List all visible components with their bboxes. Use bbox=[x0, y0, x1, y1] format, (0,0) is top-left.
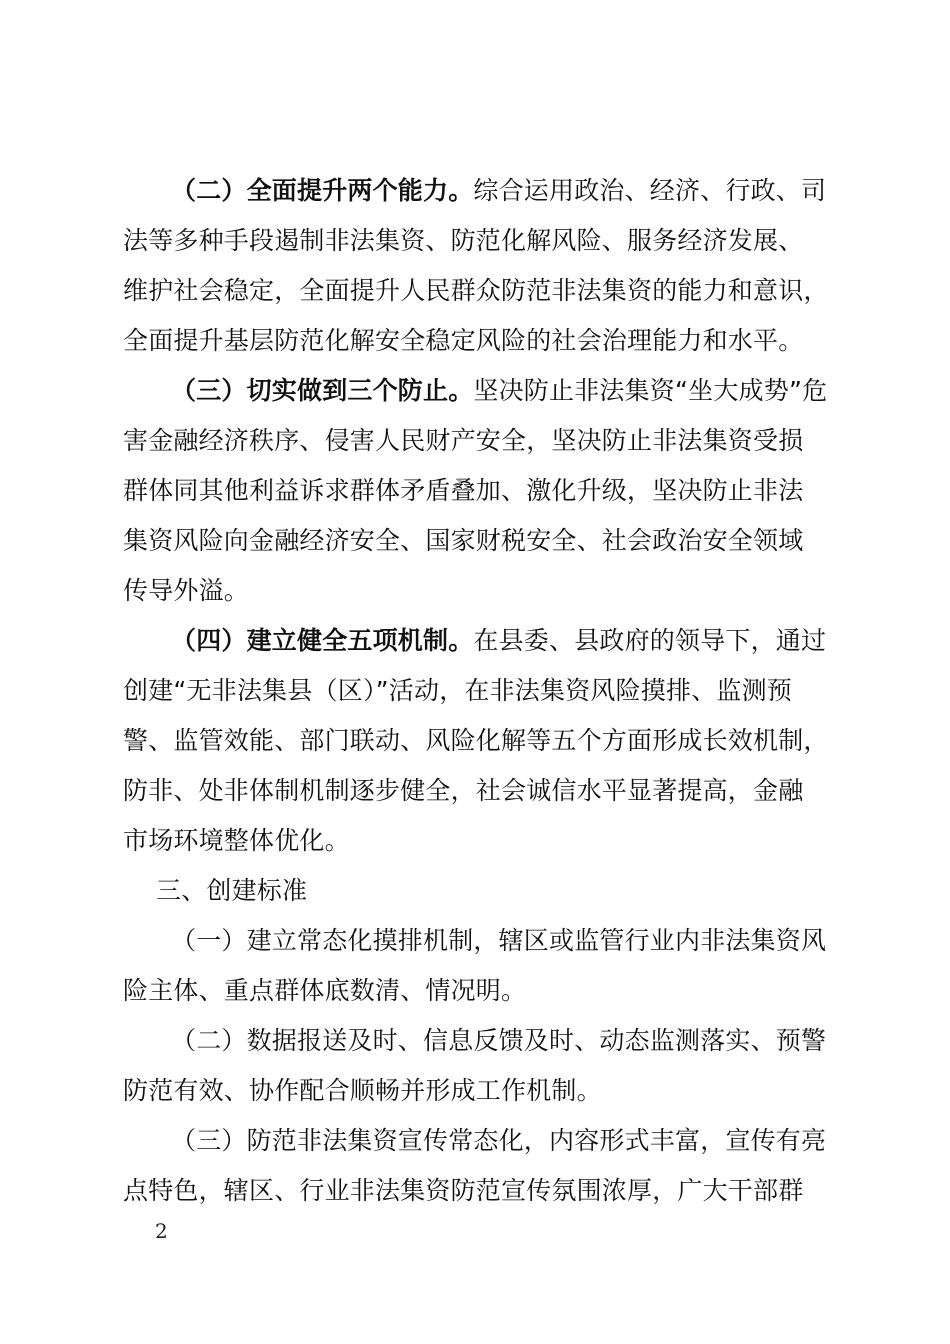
paragraph-text: 全面提升基层防范化解安全稳定风险的社会治理能力和水平。 bbox=[123, 326, 804, 355]
text-line bbox=[123, 566, 835, 616]
text-line bbox=[123, 716, 835, 766]
text-line bbox=[123, 1166, 835, 1216]
paragraph-text: 群体同其他利益诉求群体矛盾叠加、激化升级，坚决防止非法 bbox=[123, 476, 804, 505]
paragraph-text: （二）数据报送及时、信息反馈及时、动态监测落实、预警 bbox=[171, 1026, 827, 1055]
text-line bbox=[123, 666, 835, 716]
text-line bbox=[123, 616, 835, 666]
paragraph-heading: （三）切实做到三个防止。 bbox=[171, 376, 474, 405]
paragraph-text: （一）建立常态化摸排机制，辖区或监管行业内非法集资风 bbox=[171, 926, 827, 955]
paragraph-text: 险主体、重点群体底数清、情况明。 bbox=[123, 976, 527, 1005]
text-line bbox=[123, 966, 835, 1016]
paragraph-text: 市场环境整体优化。 bbox=[123, 826, 350, 855]
paragraph-heading: （四）建立健全五项机制。 bbox=[171, 626, 474, 655]
paragraph-text: 警、监管效能、部门联动、风险化解等五个方面形成长效机制， bbox=[123, 726, 829, 755]
text-line bbox=[123, 916, 835, 966]
text-line bbox=[123, 366, 835, 416]
paragraph-text: 防范有效、协作配合顺畅并形成工作机制。 bbox=[123, 1076, 602, 1105]
paragraph-text: 点特色，辖区、行业非法集资防范宣传氛围浓厚，广大干部群 bbox=[123, 1176, 804, 1205]
text-line bbox=[123, 766, 835, 816]
paragraph-text: （三）防范非法集资宣传常态化，内容形式丰富，宣传有亮 bbox=[171, 1126, 827, 1155]
paragraph-text: 传导外溢。 bbox=[123, 576, 250, 605]
document-body bbox=[123, 166, 835, 1216]
page-number: 2 bbox=[155, 1219, 168, 1243]
text-line bbox=[123, 166, 835, 216]
paragraph-text: 维护社会稳定，全面提升人民群众防范非法集资的能力和意识， bbox=[123, 276, 829, 305]
text-line bbox=[123, 1016, 835, 1066]
text-line bbox=[123, 266, 835, 316]
text-line bbox=[123, 466, 835, 516]
text-line bbox=[123, 1116, 835, 1166]
text-line bbox=[123, 816, 835, 866]
text-line bbox=[123, 1066, 835, 1116]
paragraph-text: 坚决防止非法集资“坐大成势”危 bbox=[473, 376, 828, 405]
text-line bbox=[123, 216, 835, 266]
paragraph-text: 集资风险向金融经济安全、国家财税安全、社会政治安全领域 bbox=[123, 526, 804, 555]
paragraph-text: 三、创建标准 bbox=[156, 876, 308, 905]
paragraph-text: 害金融经济秩序、侵害人民财产安全，坚决防止非法集资受损 bbox=[123, 426, 804, 455]
text-line bbox=[123, 866, 835, 916]
paragraph-text: 法等多种手段遏制非法集资、防范化解风险、服务经济发展、 bbox=[123, 226, 804, 255]
paragraph-heading: （二）全面提升两个能力。 bbox=[171, 176, 474, 205]
paragraph-text: 创建“无非法集县（区）”活动，在非法集资风险摸排、监测预 bbox=[123, 676, 793, 705]
paragraph-text: 在县委、县政府的领导下，通过 bbox=[473, 626, 827, 655]
text-line bbox=[123, 316, 835, 366]
paragraph-text: 防非、处非体制机制逐步健全，社会诚信水平显著提高，金融 bbox=[123, 776, 804, 805]
text-line bbox=[123, 416, 835, 466]
text-line bbox=[123, 516, 835, 566]
paragraph-text: 综合运用政治、经济、行政、司 bbox=[473, 176, 827, 205]
